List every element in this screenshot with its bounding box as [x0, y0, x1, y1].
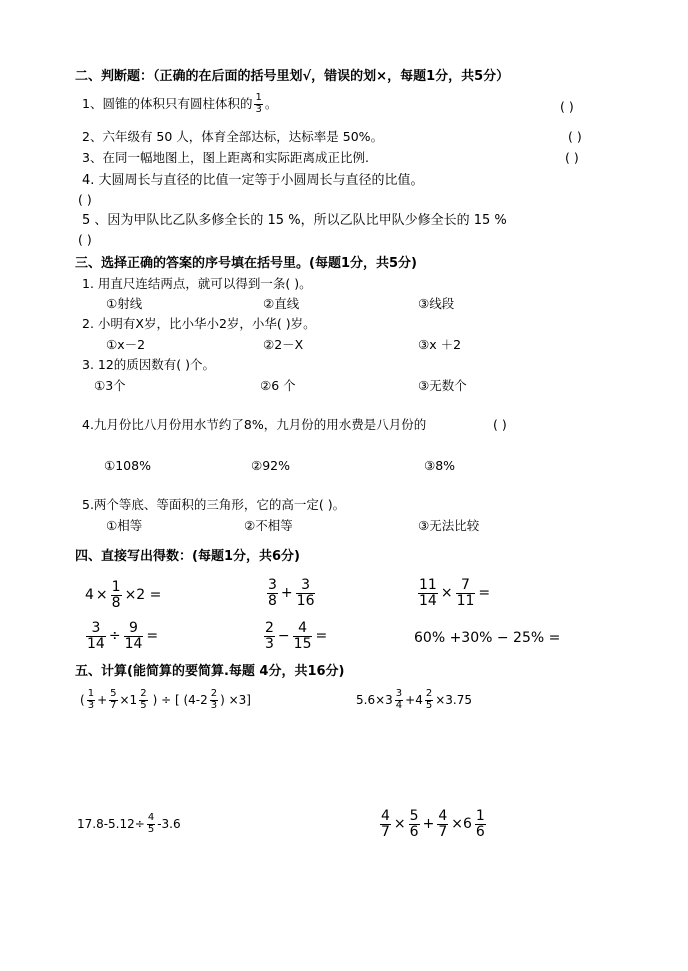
choice-q3-text: 3. 12的质因数有( )个。 — [82, 357, 216, 372]
fraction — [437, 809, 448, 839]
choice-q1-option-3[interactable]: ③线段 — [418, 296, 455, 311]
fraction — [267, 578, 278, 608]
choice-q4-text: 4.九月份比八月份用水节约了8%，九月份的用水费是八月份的 — [82, 417, 427, 432]
choice-q5-option-3[interactable]: ③无法比较 — [418, 518, 480, 533]
frac-numerator: 3 — [395, 688, 403, 699]
frac-numerator: 1 — [255, 92, 262, 103]
choice-q1-option-2[interactable]: ②直线 — [263, 296, 300, 311]
judge-q5-text: 5 、因为甲队比乙队多修全长的 15 %，所以乙队比甲队少修全长的 15 % — [82, 213, 507, 228]
section4-title: 四、直接写出得数：(每题1分，共6分) — [75, 549, 300, 564]
fraction — [395, 689, 403, 711]
section5-title: 五、计算(能简算的要简算.每题 4分，共16分) — [75, 664, 345, 679]
frac-denominator: 5 — [425, 699, 433, 711]
choice-q3-option-1[interactable]: ①3个 — [94, 378, 126, 393]
frac-denominator: 7 — [381, 823, 390, 840]
frac-denominator: 6 — [475, 823, 485, 840]
frac-denominator: 15 — [293, 635, 312, 652]
frac-denominator: 3 — [87, 699, 95, 711]
frac-denominator: 5 — [147, 823, 155, 835]
fraction — [210, 689, 218, 711]
choice-q1-option-1[interactable]: ①射线 — [106, 296, 143, 311]
frac-numerator: 4 — [298, 620, 308, 636]
choice-q4-option-1[interactable]: ①108% — [104, 458, 151, 473]
choice-q4-answer-paren[interactable]: ( ) — [493, 417, 507, 432]
choice-q2-option-2[interactable]: ②2－X — [263, 337, 304, 352]
calc-expr-1 — [84, 580, 162, 610]
fraction — [109, 689, 117, 711]
fraction — [124, 621, 144, 651]
frac-denominator: 14 — [87, 635, 105, 652]
fraction — [380, 809, 391, 839]
calc-expr-6: 60% +30% − 25% = — [414, 630, 561, 646]
paren-open: ( — [80, 693, 85, 707]
frac-numerator: 3 — [91, 620, 101, 636]
fraction — [147, 813, 155, 835]
judge-q1 — [82, 93, 277, 115]
frac-numerator: 2 — [140, 688, 147, 699]
frac-denominator: 8 — [268, 592, 277, 609]
choice-q4-option-3[interactable]: ③8% — [424, 458, 456, 473]
frac-denominator: 6 — [409, 823, 419, 840]
judge-q1-answer-paren[interactable]: ( ) — [560, 99, 574, 114]
judge-q4-answer-paren[interactable]: ( ) — [78, 192, 92, 207]
operator: × — [95, 587, 108, 604]
frac-numerator: 2 — [265, 620, 274, 636]
frac-denominator: 3 — [210, 699, 218, 711]
fraction — [409, 809, 420, 839]
operator: − — [277, 628, 290, 645]
frac-numerator: 5 — [110, 688, 117, 699]
judge-q3-answer-paren[interactable]: ( ) — [565, 150, 579, 165]
frac-denominator: 14 — [124, 635, 143, 652]
expr-part: -3.6 — [157, 817, 181, 831]
frac-numerator: 5 — [409, 808, 419, 824]
choice-q5-option-2[interactable]: ②不相等 — [244, 518, 293, 533]
fraction — [456, 578, 476, 608]
choice-q5-option-1[interactable]: ①相等 — [106, 518, 143, 533]
frac-denominator: 7 — [438, 823, 448, 840]
choice-q2-option-3[interactable]: ③x ＋2 — [418, 337, 462, 352]
fraction — [111, 580, 122, 610]
choice-q2-text: 2. 小明有X岁，比小华小2岁，小华( )岁。 — [82, 316, 316, 331]
expr-part: ) ÷ [ (4-2 — [152, 693, 208, 707]
judge-q5-answer-paren[interactable]: ( ) — [78, 232, 92, 247]
fraction — [425, 689, 433, 711]
fraction — [296, 578, 316, 608]
operator: ÷ — [108, 628, 121, 645]
judge-q1-fraction — [254, 93, 262, 115]
judge-q4-text: 4. 大圆周长与直径的比值一定等于小圆周长与直径的比值。 — [82, 173, 424, 188]
expr-part: ) ×3] — [220, 693, 251, 707]
compute-expr-4 — [378, 809, 488, 839]
choice-q1-text: 1. 用直尺连结两点，就可以得到一条( )。 — [82, 276, 312, 291]
operator: + — [97, 693, 108, 707]
frac-numerator: 1 — [475, 808, 485, 824]
compute-expr-1 — [80, 689, 251, 711]
fraction — [139, 689, 147, 711]
operand: 4 — [85, 587, 94, 604]
operator: + — [422, 816, 435, 833]
fraction — [264, 621, 275, 651]
frac-denominator: 4 — [395, 699, 403, 711]
judge-q2-text: 2、六年级有 50 人，体育全部达标，达标率是 50%。 — [82, 129, 384, 144]
calc-expr-4 — [84, 621, 159, 651]
frac-numerator: 9 — [129, 620, 138, 636]
frac-denominator: 16 — [296, 592, 315, 609]
frac-numerator: 11 — [419, 577, 437, 593]
choice-q3-option-2[interactable]: ②6 个 — [260, 378, 296, 393]
section3-title: 三、选择正确的答案的序号填在括号里。(每题1分，共5分) — [75, 256, 417, 271]
equals-sign: = — [478, 585, 491, 602]
fraction — [475, 809, 486, 839]
section2-title: 二、判断题：（正确的在后面的括号里划√，错误的划×，每题1分，共5分） — [75, 69, 510, 84]
fraction — [293, 621, 313, 651]
frac-numerator: 3 — [301, 577, 311, 593]
calc-expr-2 — [265, 578, 317, 608]
operator: × — [393, 816, 406, 833]
frac-denominator: 11 — [456, 592, 475, 609]
operator: × — [440, 585, 453, 602]
compute-expr-2 — [356, 689, 472, 711]
operator: ×2 = — [124, 587, 162, 604]
frac-numerator: 1 — [111, 579, 121, 595]
frac-denominator: 14 — [419, 592, 437, 609]
choice-q5-text: 5.两个等底、等面积的三角形，它的高一定( )。 — [82, 497, 346, 512]
operator: ×1 — [119, 693, 138, 707]
judge-q1-end: 。 — [264, 95, 278, 111]
choice-q4-option-2[interactable]: ②92% — [251, 458, 290, 473]
frac-numerator: 1 — [87, 688, 95, 699]
frac-denominator: 5 — [140, 699, 147, 711]
judge-q2-answer-paren[interactable]: ( ) — [568, 129, 582, 144]
frac-numerator: 4 — [438, 808, 448, 824]
equals-sign: = — [146, 628, 159, 645]
frac-numerator: 2 — [210, 688, 218, 699]
frac-denominator: 3 — [265, 635, 274, 652]
expr-part: 17.8-5.12÷ — [77, 817, 145, 831]
choice-q2-option-1[interactable]: ①x－2 — [106, 337, 146, 352]
frac-numerator: 7 — [461, 577, 470, 593]
compute-expr-3 — [77, 813, 181, 835]
operator: +4 — [405, 693, 423, 707]
calc-expr-5 — [262, 621, 328, 651]
equals-sign: = — [315, 628, 328, 645]
expr-part: ×3.75 — [435, 693, 473, 707]
expr-part: 5.6×3 — [356, 693, 393, 707]
judge-q1-text: 1、圆锥的体积只有圆柱体积的 — [82, 95, 253, 111]
operator: + — [280, 585, 293, 602]
frac-numerator: 2 — [425, 688, 433, 699]
fraction — [86, 621, 106, 651]
frac-denominator: 7 — [110, 699, 117, 711]
frac-numerator: 4 — [147, 812, 155, 823]
frac-denominator: 3 — [255, 103, 262, 115]
frac-numerator: 3 — [268, 577, 277, 593]
choice-q3-option-3[interactable]: ③无数个 — [418, 378, 467, 393]
fraction — [418, 578, 438, 608]
judge-q3-text: 3、在同一幅地图上，图上距离和实际距离成正比例. — [82, 150, 369, 165]
operator: ×6 — [451, 816, 472, 833]
fraction — [87, 689, 95, 711]
calc-expr-3 — [416, 578, 491, 608]
frac-numerator: 4 — [381, 808, 390, 824]
frac-denominator: 8 — [111, 594, 121, 611]
